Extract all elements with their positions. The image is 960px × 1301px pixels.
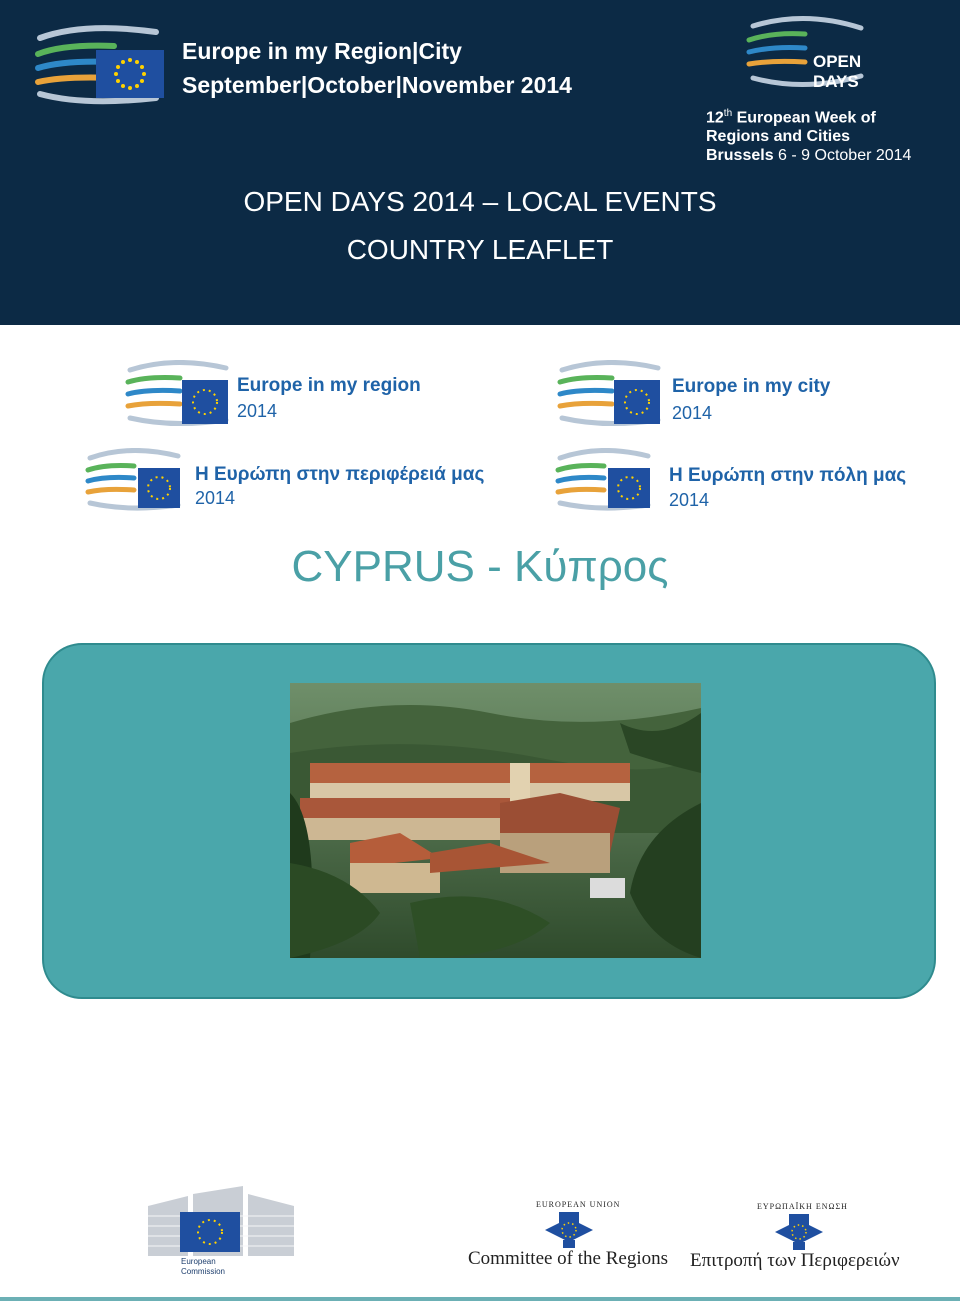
header-banner bbox=[0, 0, 960, 325]
campaign-logo-region-el-year: 2014 bbox=[195, 488, 236, 508]
campaign-logo-city-el-year: 2014 bbox=[669, 490, 710, 510]
week-line-2: Regions and Cities bbox=[706, 128, 851, 146]
week-city: Brussels bbox=[706, 147, 774, 165]
campaign-logo-region-en-icon bbox=[124, 360, 234, 428]
european-week-info bbox=[706, 104, 911, 165]
document-title-line-2: COUNTRY LEAFLET bbox=[346, 234, 614, 265]
campaign-logo-city-el-title: Η Ευρώπη στην πόλη μας bbox=[669, 465, 907, 486]
week-dates: 6 - 9 October 2014 bbox=[773, 147, 912, 165]
week-line-1: European Week of bbox=[732, 109, 876, 127]
open-days-word-open: OPEN bbox=[813, 52, 862, 71]
campaign-logo-region-en-year: 2014 bbox=[237, 401, 278, 421]
cor-el-emblem bbox=[771, 1212, 831, 1252]
cor-el-name: Επιτροπή των Περιφερειών bbox=[690, 1250, 900, 1271]
open-days-word-days: DAYS bbox=[813, 72, 859, 91]
cor-en-eu-label: EUROPEAN UNION bbox=[536, 1200, 621, 1209]
campaign-logo-region-el-title: Η Ευρώπη στην περιφέρειά μας bbox=[195, 464, 485, 485]
campaign-logo-city-en-title: Europe in my city bbox=[672, 376, 831, 397]
campaign-line-2: September|October|November 2014 bbox=[182, 72, 572, 98]
cor-en-name: Committee of the Regions bbox=[468, 1248, 669, 1269]
week-ordinal: th bbox=[723, 108, 733, 119]
ec-name-line-1: European bbox=[181, 1257, 216, 1266]
campaign-logo-city-el-icon bbox=[554, 448, 654, 512]
campaign-logo-city-en-year: 2014 bbox=[672, 403, 713, 423]
campaign-logo-region-en-title: Europe in my region bbox=[237, 375, 421, 396]
monastery-photo bbox=[290, 683, 701, 958]
cor-en-emblem bbox=[541, 1210, 601, 1250]
ec-name-line-2: Commission bbox=[181, 1267, 226, 1276]
campaign-line-1: Europe in my Region|City bbox=[182, 38, 462, 64]
country-title: CYPRUS - Κύπρος bbox=[291, 542, 669, 591]
footer-divider bbox=[0, 1297, 960, 1301]
eu-flag-icon bbox=[96, 50, 164, 98]
document-title-line-1: OPEN DAYS 2014 – LOCAL EVENTS bbox=[243, 186, 717, 217]
campaign-logo-region-el-icon bbox=[84, 448, 184, 512]
cor-el-eu-label: ΕΥΡΩΠΑΪΚΗ ΕΝΩΣΗ bbox=[757, 1202, 848, 1211]
week-number: 12 bbox=[706, 109, 724, 127]
campaign-logo-city-en-icon bbox=[556, 360, 666, 428]
